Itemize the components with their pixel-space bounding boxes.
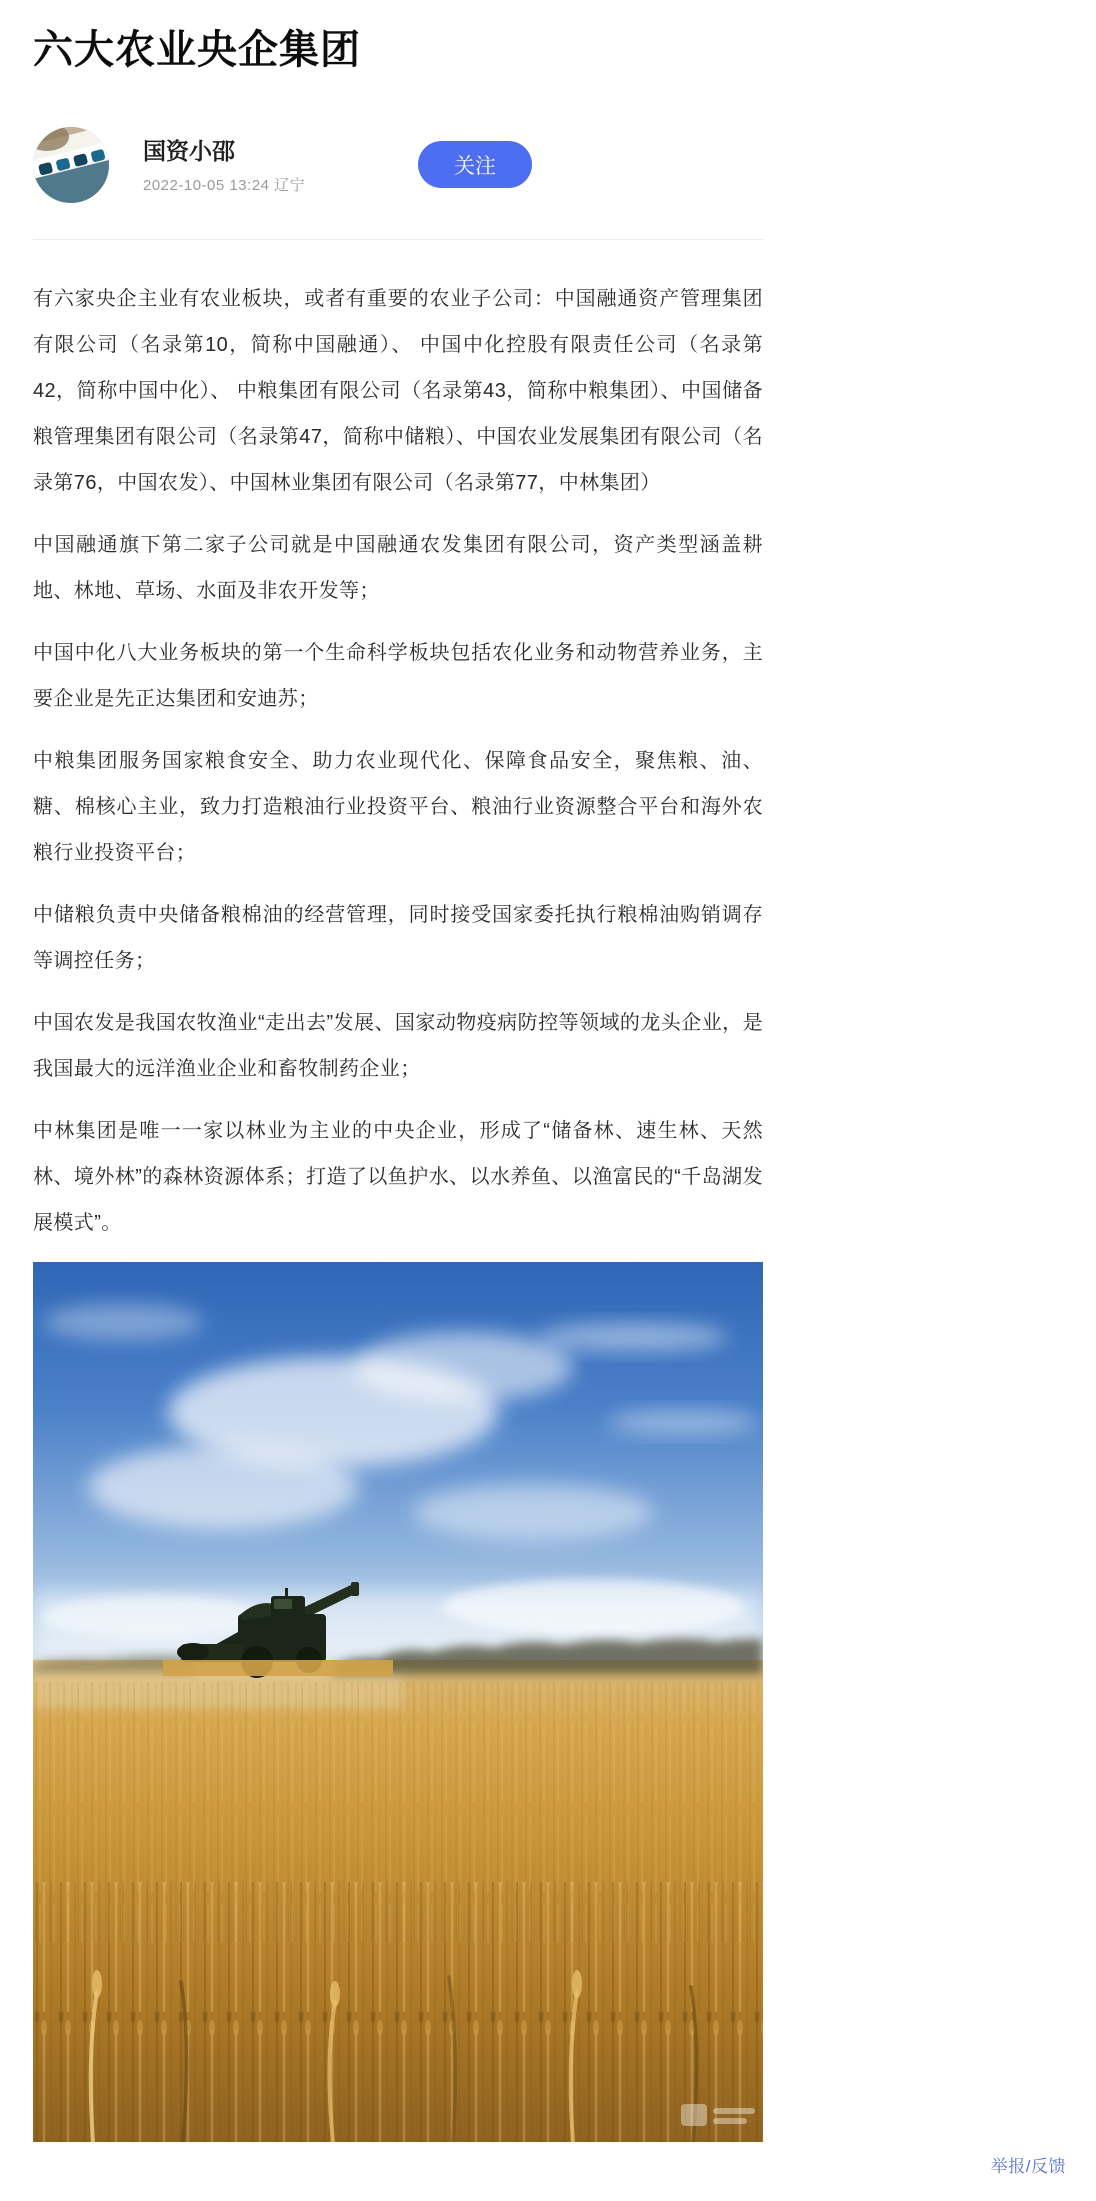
avatar-image xyxy=(33,127,109,203)
author-name[interactable]: 国资小邵 xyxy=(143,138,235,164)
header-divider xyxy=(33,239,763,240)
follow-button[interactable]: 关注 xyxy=(418,141,532,188)
paragraph: 中林集团是唯一一家以林业为主业的中央企业，形成了“储备林、速生林、天然林、境外林”的森林资源体系；打造了以鱼护水、以水养鱼、以渔富民的“千岛湖发展模式”。 xyxy=(33,1120,763,1234)
paragraph: 中储粮负责中央储备粮棉油的经营管理，同时接受国家委托执行粮棉油购销调存等调控任务； xyxy=(33,904,763,972)
paragraph: 中国融通旗下第二家子公司就是中国融通农发集团有限公司，资产类型涵盖耕地、林地、草场、水面及非农开发等； xyxy=(33,534,763,602)
post-date-location: 2022-10-05 13:24 辽宁 xyxy=(143,177,306,194)
article-body xyxy=(33,276,763,1246)
paragraph: 中国中化八大业务板块的第一个生命科学板块包括农化业务和动物营养业务，主要企业是先正达集团和安迪苏； xyxy=(33,642,763,710)
avatar[interactable] xyxy=(33,127,109,203)
report-feedback-link[interactable]: 举报/反馈 xyxy=(990,2157,1066,2176)
article-photo-wheat-field[interactable] xyxy=(33,1262,763,2142)
wheat-field-harvester-image xyxy=(33,1262,763,2142)
author-row xyxy=(33,127,763,207)
paragraph: 有六家央企主业有农业板块，或者有重要的农业子公司：中国融通资产管理集团有限公司（名录第10，简称中国融通）、 中国中化控股有限责任公司（名录第42，简称中国中化）、 中粮集团有限公司（名录第43，简称中粮集团）、中国储备粮管理集团有限公司（名录第47，简称中储粮）、中国农业发展集团有限公司（名录第76，中国农发）、中国林业集团有限公司（名录第77，中林集团） xyxy=(33,288,763,494)
paragraph: 中粮集团服务国家粮食安全、助力农业现代化、保障食品安全，聚焦粮、油、糖、棉核心主业，致力打造粮油行业投资平台、粮油行业资源整合平台和海外农粮行业投资平台； xyxy=(33,750,763,864)
author-info xyxy=(143,133,305,195)
paragraph: 中国农发是我国农牧渔业“走出去”发展、国家动物疫病防控等领域的龙头企业，是我国最大的远洋渔业企业和畜牧制药企业； xyxy=(33,1012,763,1080)
page-title: 六大农业央企集团 xyxy=(33,28,361,72)
wheat-texture-near xyxy=(33,1882,763,2142)
article-container xyxy=(33,0,763,2142)
